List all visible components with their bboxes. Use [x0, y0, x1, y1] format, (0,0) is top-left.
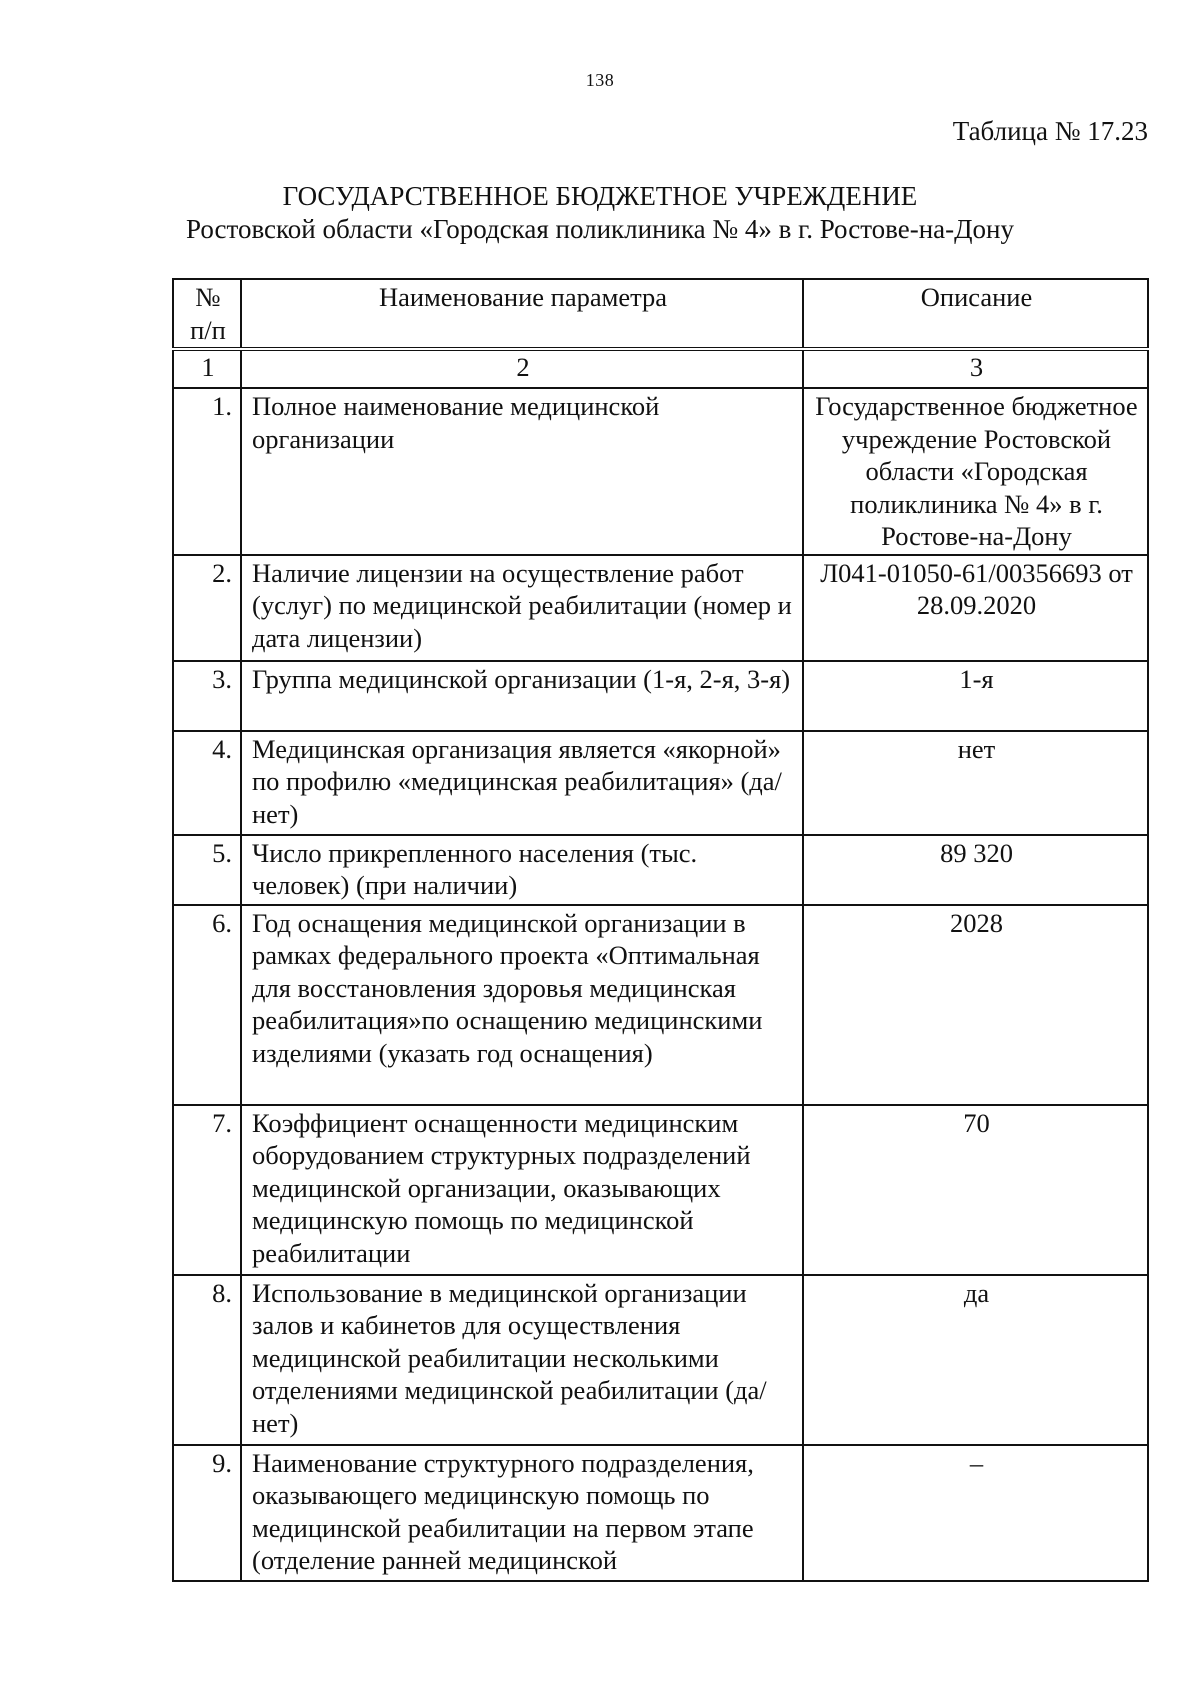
page-number: 138 [585, 70, 615, 90]
column-number: 1 [173, 349, 241, 388]
parameter-name: Год оснащения медицинской организации в рамках федерального проекта «Оптимальная для восстановления здоровья медицинская реабилитация»по оснащению медицинскими изделиями (указать год оснащения) [241, 905, 803, 1105]
column-numbers-row [173, 349, 1148, 388]
parameter-name: Полное наименование медицинской организации [241, 388, 803, 555]
row-number: 6. [173, 905, 241, 1105]
parameter-value: Государственное бюджетное учреждение Ростовской области «Городская поликлиника № 4» в г. Ростове-на-Дону [803, 388, 1148, 555]
title-line-1: ГОСУДАРСТВЕННОЕ БЮДЖЕТНОЕ УЧРЕЖДЕНИЕ [282, 181, 918, 211]
table-row [173, 661, 1148, 731]
parameter-value: да [803, 1275, 1148, 1445]
parameter-value: нет [803, 731, 1148, 835]
parameters-table [172, 278, 1149, 1582]
row-number: 7. [173, 1105, 241, 1275]
table-row [173, 835, 1148, 905]
header-desc: Описание [803, 279, 1148, 349]
table-row [173, 1105, 1148, 1275]
column-number: 3 [803, 349, 1148, 388]
table-header-row [173, 279, 1148, 349]
row-number: 4. [173, 731, 241, 835]
row-number: 3. [173, 661, 241, 731]
table-row [173, 1445, 1148, 1581]
row-number: 8. [173, 1275, 241, 1445]
parameter-name: Медицинская организация является «якорной» по профилю «медицинская реабилитация» (да/нет) [241, 731, 803, 835]
parameter-name: Коэффициент оснащенности медицинским оборудованием структурных подразделений медицинской организации, оказывающих медицинскую помощь по медицинской реабилитации [241, 1105, 803, 1275]
header-num: № п/п [173, 279, 241, 349]
table-row [173, 905, 1148, 1105]
title-line-2: Ростовской области «Городская поликлиника № 4» в г. Ростове-на-Дону [186, 214, 1014, 244]
document-title [0, 180, 1200, 246]
table-caption: Таблица № 17.23 [952, 116, 1148, 146]
row-number: 5. [173, 835, 241, 905]
parameter-value: 2028 [803, 905, 1148, 1105]
row-number: 2. [173, 555, 241, 661]
table-row [173, 388, 1148, 555]
parameter-name: Число прикрепленного населения (тыс. человек) (при наличии) [241, 835, 803, 905]
header-name: Наименование параметра [241, 279, 803, 349]
table-row [173, 1275, 1148, 1445]
parameter-value: – [803, 1445, 1148, 1581]
parameter-value: 70 [803, 1105, 1148, 1275]
parameter-value: 89 320 [803, 835, 1148, 905]
parameter-name: Группа медицинской организации (1-я, 2-я, 3-я) [241, 661, 803, 731]
row-number: 9. [173, 1445, 241, 1581]
parameter-value: Л041-01050-61/00356693 от 28.09.2020 [803, 555, 1148, 661]
table-row [173, 555, 1148, 661]
table-row [173, 731, 1148, 835]
parameter-value: 1-я [803, 661, 1148, 731]
parameter-name: Использование в медицинской организации залов и кабинетов для осуществления медицинской реабилитации несколькими отделениями медицинской реабилитации (да/нет) [241, 1275, 803, 1445]
parameter-name: Наименование структурного подразделения, оказывающего медицинскую помощь по медицинской реабилитации на первом этапе (отделение ранней медицинской [241, 1445, 803, 1581]
column-number: 2 [241, 349, 803, 388]
row-number: 1. [173, 388, 241, 555]
parameter-name: Наличие лицензии на осуществление работ (услуг) по медицинской реабилитации (номер и дата лицензии) [241, 555, 803, 661]
